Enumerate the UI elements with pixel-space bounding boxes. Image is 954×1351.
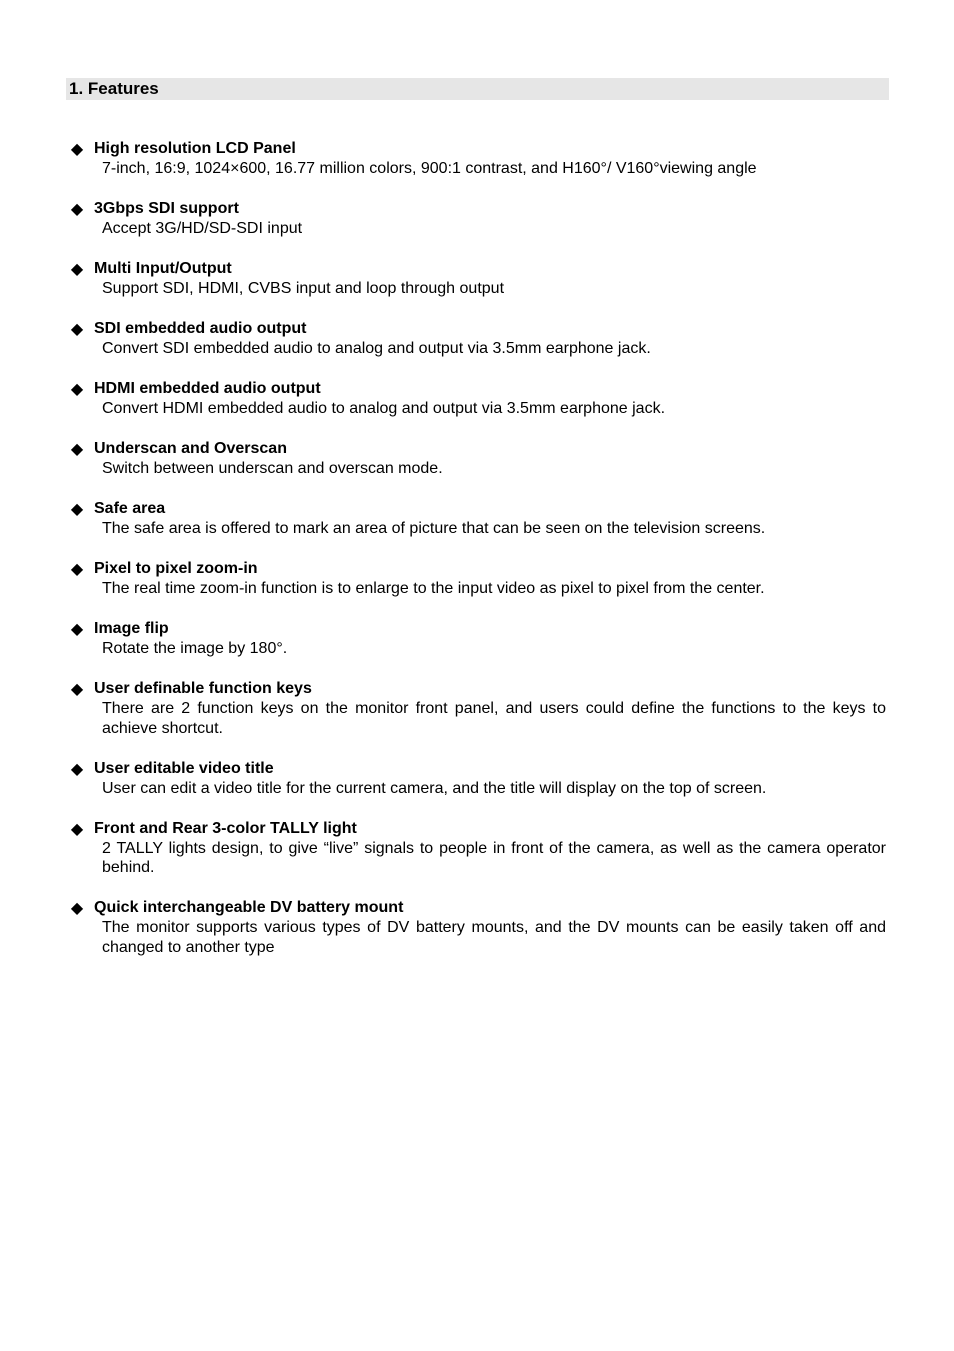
feature-description: There are 2 function keys on the monitor front panel, and users could define the functions to the keys to achieve shortcut. [102,700,886,737]
feature-item [68,619,886,659]
diamond-bullet-icon: ◆ [70,199,84,218]
section-heading: 1. Features [66,78,889,100]
diamond-bullet-icon: ◆ [70,898,84,917]
feature-title: Quick interchangeable DV battery mount [94,899,404,916]
diamond-bullet-icon: ◆ [70,679,84,698]
feature-item [68,379,886,419]
diamond-bullet-icon: ◆ [70,619,84,638]
feature-title: SDI embedded audio output [94,320,307,337]
diamond-bullet-icon: ◆ [70,139,84,158]
feature-item [68,559,886,599]
diamond-bullet-icon: ◆ [70,758,84,778]
feature-item [68,679,886,738]
feature-title: Pixel to pixel zoom-in [94,560,258,577]
diamond-bullet-icon: ◆ [70,499,84,518]
feature-description: Rotate the image by 180°. [102,640,288,657]
feature-description: 2 TALLY lights design, to give “live” signals to people in front of the camera, as well as the camera operator behind. [102,839,886,876]
feature-item [68,499,886,539]
diamond-bullet-icon: ◆ [70,439,84,458]
feature-title: Multi Input/Output [94,260,232,277]
feature-description: Support SDI, HDMI, CVBS input and loop through output [102,280,505,297]
diamond-bullet-icon: ◆ [70,379,84,398]
feature-item [68,439,886,479]
feature-item [68,199,886,239]
feature-title: User editable video title [94,759,274,777]
feature-description: Convert HDMI embedded audio to analog and output via 3.5mm earphone jack. [102,400,666,417]
feature-description: Accept 3G/HD/SD-SDI input [102,220,303,237]
feature-title: User definable function keys [94,680,312,697]
feature-item [68,139,886,179]
feature-item [68,259,886,299]
feature-description: The safe area is offered to mark an area of picture that can be seen on the television screens. [102,520,766,537]
feature-description: Switch between underscan and overscan mode. [102,460,443,477]
feature-title: HDMI embedded audio output [94,380,321,397]
feature-item [68,819,886,878]
feature-title: Underscan and Overscan [94,440,287,457]
feature-description: The monitor supports various types of DV battery mounts, and the DV mounts can be easily taken off and changed to another type [102,919,886,956]
feature-title: 3Gbps SDI support [94,200,239,217]
feature-list [68,139,886,978]
feature-title: Image flip [94,620,169,637]
feature-description: User can edit a video title for the current camera, and the title will display on the top of screen. [102,779,767,797]
diamond-bullet-icon: ◆ [70,319,84,338]
feature-title: High resolution LCD Panel [94,140,296,157]
diamond-bullet-icon: ◆ [70,559,84,578]
feature-item [68,759,886,799]
feature-description: Convert SDI embedded audio to analog and output via 3.5mm earphone jack. [102,340,651,357]
feature-item [68,898,886,957]
feature-title: Front and Rear 3-color TALLY light [94,819,357,837]
feature-title: Safe area [94,500,166,517]
feature-item [68,319,886,359]
diamond-bullet-icon: ◆ [70,818,84,838]
feature-description: 7-inch, 16:9, 1024×600, 16.77 million colors, 900:1 contrast, and H160°/ V160°viewing angle [102,160,757,177]
feature-description: The real time zoom-in function is to enlarge to the input video as pixel to pixel from the center. [102,580,765,597]
diamond-bullet-icon: ◆ [70,259,84,278]
